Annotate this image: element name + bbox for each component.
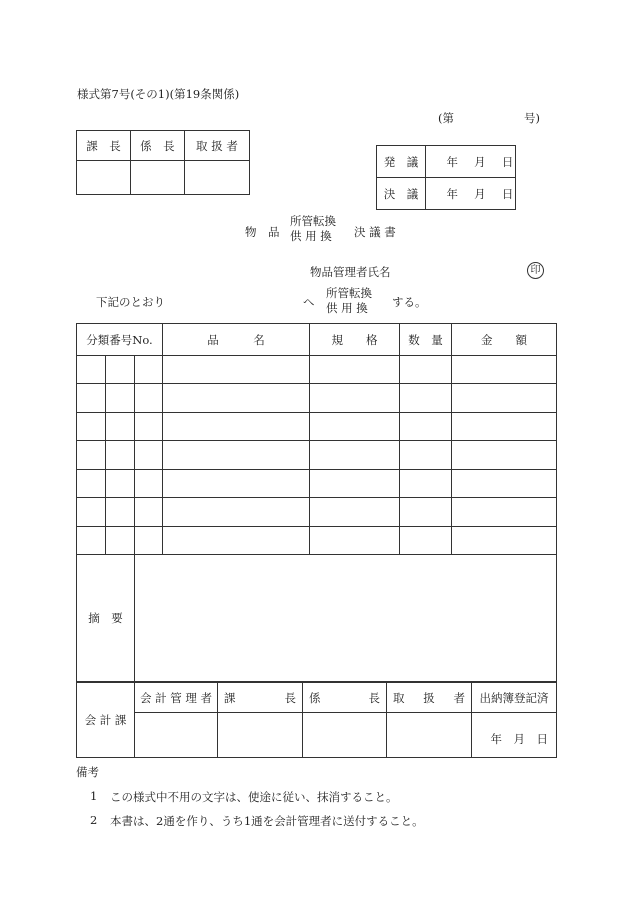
instruction-option-shared-use: 供 用 換 (326, 301, 368, 315)
cell[interactable] (135, 441, 163, 470)
cell[interactable] (135, 356, 163, 384)
decision-year: 年 (446, 186, 458, 201)
cell[interactable] (400, 498, 452, 527)
table-row (77, 527, 557, 555)
summary-row (77, 555, 557, 682)
header-amount: 金 額 (452, 324, 557, 356)
cell[interactable] (135, 384, 163, 413)
section-chief-seal-box[interactable] (77, 161, 131, 195)
cell[interactable] (310, 413, 400, 441)
instruction-lead: 下記のとおり (96, 295, 165, 309)
section-chief-header: 課 長 (77, 131, 131, 161)
remark-1-text: この様式中不用の文字は、使途に従い、抹消すること。 (110, 790, 398, 804)
cell[interactable] (310, 441, 400, 470)
cell[interactable] (452, 441, 557, 470)
cell[interactable] (77, 413, 106, 441)
summary-label: 摘 要 (77, 555, 135, 682)
accounting-dept: 会 計 課 (77, 683, 135, 758)
cell[interactable] (77, 498, 106, 527)
header-ledger-registered: 出納簿登記済 (472, 683, 557, 713)
cell[interactable] (400, 413, 452, 441)
remark-2-num: 2 (90, 813, 98, 827)
cell[interactable] (135, 413, 163, 441)
summary-field[interactable] (135, 555, 557, 682)
cell[interactable] (77, 356, 106, 384)
decision-label: 決 議 (377, 178, 426, 210)
title-prefix: 物 品 (245, 225, 280, 239)
cell[interactable] (452, 498, 557, 527)
cell[interactable] (310, 470, 400, 498)
table-row (77, 470, 557, 498)
handler-header: 取 扱 者 (184, 131, 249, 161)
cell[interactable] (135, 498, 163, 527)
cell[interactable] (310, 527, 400, 555)
items-header-row (77, 324, 557, 356)
cell[interactable] (452, 413, 557, 441)
title-option-transfer: 所管転換 (290, 214, 336, 228)
cell[interactable] (77, 441, 106, 470)
instruction-option-transfer: 所管転換 (326, 286, 372, 300)
proposal-day: 日 (501, 154, 514, 169)
instruction-end: する。 (392, 295, 427, 309)
cell[interactable] (77, 470, 106, 498)
cell[interactable] (135, 527, 163, 555)
cell[interactable] (163, 470, 310, 498)
cell[interactable] (400, 470, 452, 498)
cell[interactable] (106, 441, 135, 470)
instruction-options (326, 286, 372, 316)
acc-subsection-chief-seal[interactable] (303, 713, 387, 758)
cell[interactable] (163, 527, 310, 555)
table-row (77, 413, 557, 441)
items-table (76, 323, 557, 682)
approval-table (76, 130, 250, 195)
seal-mark: 印 (527, 262, 544, 279)
cell[interactable] (106, 413, 135, 441)
cell[interactable] (400, 356, 452, 384)
header-accounting-manager: 会 計 管 理 者 (135, 683, 218, 713)
table-row (77, 441, 557, 470)
cell[interactable] (77, 384, 106, 413)
decision-day: 日 (501, 186, 514, 201)
proposal-label: 発 議 (377, 146, 426, 178)
cell[interactable] (310, 498, 400, 527)
title-suffix: 決 議 書 (354, 225, 396, 239)
acc-section-chief-seal[interactable] (218, 713, 303, 758)
ledger-date[interactable]: 年 月 日 (472, 713, 557, 758)
remark-1-num: 1 (90, 789, 98, 803)
table-row (77, 498, 557, 527)
header-qty: 数 量 (400, 324, 452, 356)
cell[interactable] (163, 356, 310, 384)
header-spec: 規 格 (310, 324, 400, 356)
subsection-chief-header: 係 長 (130, 131, 184, 161)
cell[interactable] (135, 470, 163, 498)
header-acc-subsection-chief: 係 長 (303, 683, 387, 713)
decision-date[interactable] (426, 178, 516, 210)
header-acc-handler: 取 扱 者 (387, 683, 472, 713)
proposal-month: 月 (474, 154, 486, 169)
cell[interactable] (452, 356, 557, 384)
accounting-manager-seal[interactable] (135, 713, 218, 758)
decision-month: 月 (474, 186, 486, 201)
cell[interactable] (106, 356, 135, 384)
cell[interactable] (310, 384, 400, 413)
manager-label: 物品管理者氏名 (310, 265, 391, 279)
header-name: 品 名 (163, 324, 310, 356)
cell[interactable] (400, 441, 452, 470)
cell[interactable] (163, 413, 310, 441)
remark-2-text: 本書は、2通を作り、うち1通を会計管理者に送付すること。 (110, 814, 424, 828)
cell[interactable] (106, 498, 135, 527)
cell[interactable] (452, 470, 557, 498)
cell[interactable] (106, 470, 135, 498)
proposal-year: 年 (446, 154, 458, 169)
cell[interactable] (106, 384, 135, 413)
cell[interactable] (77, 527, 106, 555)
cell[interactable] (310, 356, 400, 384)
cell[interactable] (452, 527, 557, 555)
proposal-date[interactable] (426, 146, 516, 178)
cell[interactable] (400, 384, 452, 413)
form-id: 様式第7号(その1)(第19条関係) (77, 87, 240, 101)
accounting-table (76, 682, 557, 758)
header-acc-section-chief: 課 長 (218, 683, 303, 713)
cell[interactable] (452, 384, 557, 413)
subsection-chief-seal-box[interactable] (130, 161, 184, 195)
title-options (290, 214, 336, 244)
header-class-no: 分類番号No. (77, 324, 163, 356)
table-row (77, 356, 557, 384)
dates-table (376, 145, 516, 210)
cell[interactable] (163, 441, 310, 470)
handler-seal-box[interactable] (184, 161, 249, 195)
cell[interactable] (163, 498, 310, 527)
cell[interactable] (163, 384, 310, 413)
instruction-to: へ (303, 295, 315, 309)
table-row (77, 384, 557, 413)
cell[interactable] (400, 527, 452, 555)
acc-handler-seal[interactable] (387, 713, 472, 758)
cell[interactable] (106, 527, 135, 555)
number-close: 号) (524, 111, 540, 125)
remarks-title: 備考 (76, 765, 99, 779)
title-option-shared-use: 供 用 換 (290, 229, 332, 243)
number-open: (第 (438, 111, 454, 125)
